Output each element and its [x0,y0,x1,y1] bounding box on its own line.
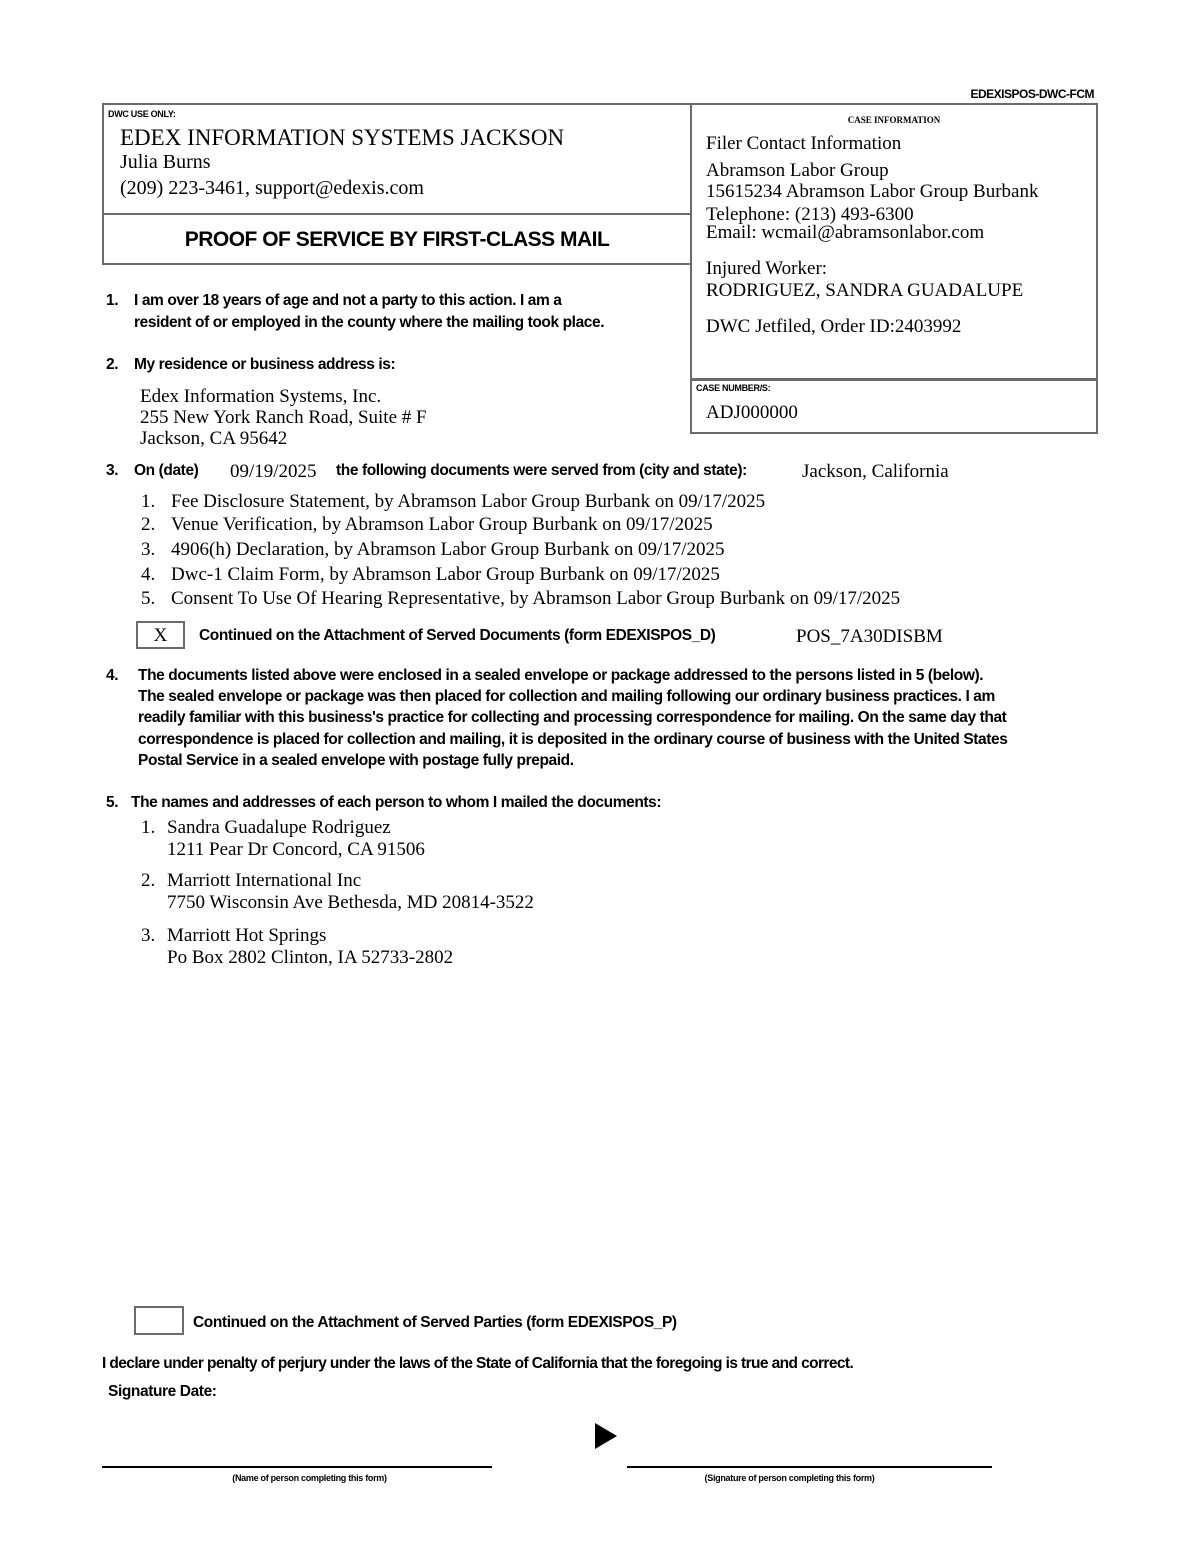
list-item-text: Dwc-1 Claim Form, by Abramson Labor Group Burbank on 09/17/2025 [171,564,720,585]
item-1-line-2: resident of or employed in the county where the mailing took place. [134,314,605,331]
list-item [141,925,453,969]
list-item [141,564,720,586]
list-item-text: Venue Verification, by Abramson Labor Group Burbank on 09/17/2025 [171,514,713,535]
served-from-label: the following documents were served from (city and state): [336,462,747,479]
item-4-line-3: readily familiar with this business's practice for collecting and processing correspondence for mailing. On the same day that [138,709,1007,726]
dwc-line-3: (209) 223-3461, support@edexis.com [120,177,424,199]
list-item-text: Consent To Use Of Hearing Representative, by Abramson Labor Group Burbank on 09/17/2025 [171,588,901,609]
injured-worker-name: RODRIGUEZ, SANDRA GUADALUPE [706,280,1024,301]
business-address-line-2: 255 New York Ranch Road, Suite # F [140,407,427,428]
list-item [141,870,534,914]
list-item-number: 5. [141,588,156,609]
item-4-line-2: The sealed envelope or package was then placed for collection and mailing following our ordinary business practices. I am [138,688,995,705]
declaration-text: I declare under penalty of perjury under the laws of the State of California that the foregoing is true and correct. [102,1355,854,1372]
on-date-label: On (date) [134,462,199,479]
case-information-label: CASE INFORMATION [847,115,941,125]
item-4-line-5: Postal Service in a sealed envelope with postage fully prepaid. [138,752,574,769]
filer-firm: Abramson Labor Group [706,160,889,181]
case-information-box [690,103,1098,381]
list-item [141,514,713,536]
item-3-number: 3. [106,462,119,479]
case-numbers-label: CASE NUMBER/S: [696,383,771,393]
dwc-line-2: Julia Burns [120,151,211,173]
party-name: Marriott International Inc [167,870,362,891]
filer-email: Email: wcmail@abramsonlabor.com [706,222,985,243]
list-item-number: 1. [141,491,156,512]
item-4-line-1: The documents listed above were enclosed in a sealed envelope or package addressed to the persons listed in 5 (below). [138,667,984,684]
form-id: EDEXISPOS-DWC-FCM [970,87,1094,101]
filer-firm-id: 15615234 Abramson Labor Group Burbank [706,181,1039,202]
party-address: 7750 Wisconsin Ave Bethesda, MD 20814-3522 [167,892,534,913]
continued-documents-checkbox[interactable]: X [136,621,185,649]
business-address-line-1: Edex Information Systems, Inc. [140,386,382,407]
list-item-number: 1. [141,817,156,838]
list-item-number: 2. [141,870,156,891]
party-address: 1211 Pear Dr Concord, CA 91506 [167,839,425,860]
service-city-state: Jackson, California [802,461,949,482]
list-item-text: 4906(h) Declaration, by Abramson Labor Group Burbank on 09/17/2025 [171,539,725,560]
signature-caption: (Signature of person completing this form) [704,1473,875,1483]
dwc-line-1: EDEX INFORMATION SYSTEMS JACKSON [120,125,565,150]
item-4-number: 4. [106,667,119,684]
list-item [141,588,900,610]
title-box [102,213,692,265]
filer-telephone: Telephone: (213) 493-6300 [706,204,914,225]
item-2-number: 2. [106,356,119,373]
dwc-use-only-label: DWC USE ONLY: [108,109,176,119]
case-number-value: ADJ000000 [706,402,798,423]
list-item-text: Fee Disclosure Statement, by Abramson Labor Group Burbank on 09/17/2025 [171,491,766,512]
filer-heading: Filer Contact Information [706,133,902,154]
name-line[interactable] [102,1466,492,1468]
jetfiled-order: DWC Jetfiled, Order ID:2403992 [706,316,962,337]
continued-parties-label: Continued on the Attachment of Served Parties (form EDEXISPOS_P) [193,1314,677,1331]
item-4-line-4: correspondence is placed for collection and mailing, it is deposited in the ordinary course of business with the United States [138,731,1008,748]
list-item [141,539,725,561]
page-title: PROOF OF SERVICE BY FIRST-CLASS MAIL [184,228,610,251]
injured-worker-label: Injured Worker: [706,258,828,279]
continued-documents-code: POS_7A30DISBM [796,626,943,647]
dwc-use-only-box [102,103,692,215]
item-2-label: My residence or business address is: [134,356,396,373]
signature-arrow-icon [595,1423,617,1449]
list-item-number: 3. [141,925,156,946]
list-item [141,817,425,861]
case-numbers-box [690,378,1098,434]
party-name: Sandra Guadalupe Rodriguez [167,817,391,838]
continued-documents-label: Continued on the Attachment of Served Documents (form EDEXISPOS_D) [199,627,716,644]
party-name: Marriott Hot Springs [167,925,327,946]
signature-line[interactable] [627,1466,992,1468]
item-1-number: 1. [106,292,119,309]
business-address-line-3: Jackson, CA 95642 [140,428,288,449]
list-item-number: 4. [141,564,156,585]
list-item [141,491,765,513]
signature-date-label: Signature Date: [108,1383,217,1400]
party-address: Po Box 2802 Clinton, IA 52733-2802 [167,947,454,968]
service-date: 09/19/2025 [230,461,317,482]
item-5-number: 5. [106,794,119,811]
item-1-line-1: I am over 18 years of age and not a party to this action. I am a [134,292,562,309]
item-5-label: The names and addresses of each person to whom I mailed the documents: [131,794,662,811]
list-item-number: 3. [141,539,156,560]
list-item-number: 2. [141,514,156,535]
continued-parties-checkbox[interactable] [134,1306,184,1335]
name-caption: (Name of person completing this form) [232,1473,387,1483]
